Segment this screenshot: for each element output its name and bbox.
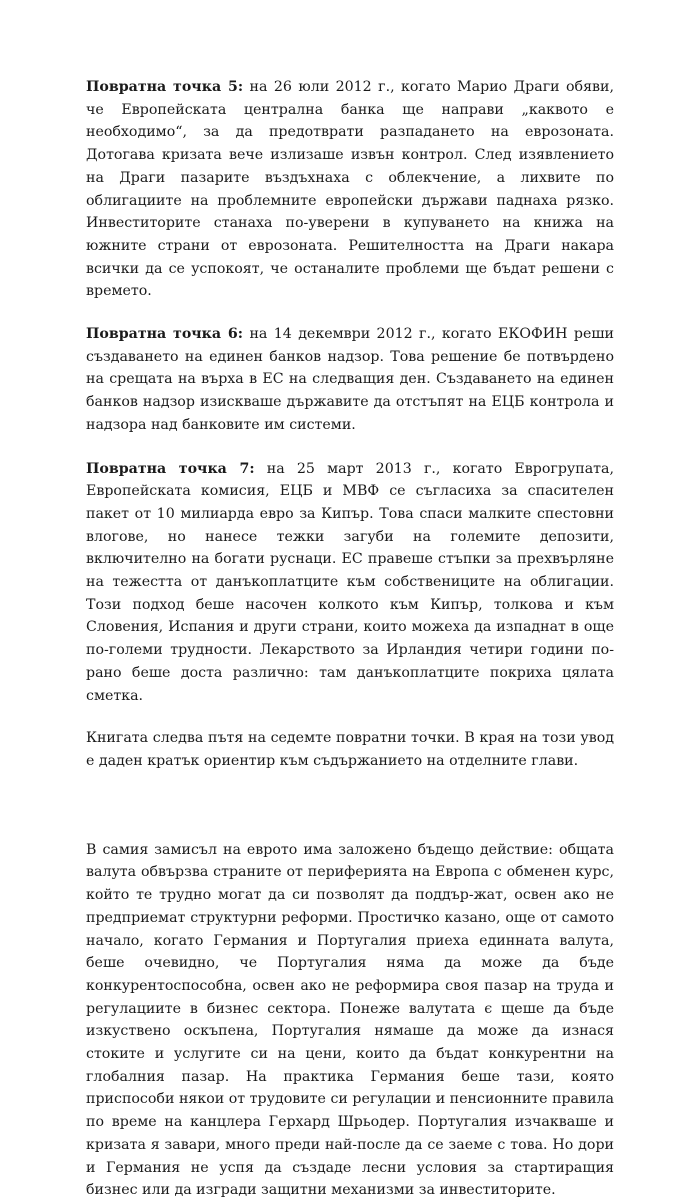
paragraph-euro-design	[86, 839, 614, 1202]
paragraph-text: В самия замисъл на еврото има заложено бъдещо действие: общата валута обвързва страните от периферията на Европа с обменен курс, който те трудно могат да си позволят да поддър-жат, освен ако не предприемат структурни реформи. Простичко казано, още от самото начало, когато Германия и Португалия приеха единната валута, беше очевидно, че Португалия няма да може да бъде конкурентоспособна, освен ако не реформира своя пазар на труда и регулациите в бизнес сектора. Понеже валутата є щеше да бъде изкуствено оскъпена, Португалия нямаше да може да изнася стоките и услугите си на цени, които да бъдат конкурентни на глобалния пазар. На практика Германия беше тази, която приспособи някои от трудовите си регулации и пенсионните правила по време на канцлера Герхард Шрьодер. Португалия изчакваше и кризата я завари, много преди най-после да се заеме с това. Но дори и Германия не успя да създаде лесни условия за стартиращия бизнес или да изгради защитни механизми за инвеститорите.	[86, 841, 614, 1199]
paragraph-heading: Повратна точка 5:	[86, 79, 244, 95]
document-page	[86, 76, 614, 1202]
paragraph-book-outline	[86, 727, 614, 772]
paragraph-text: на 26 юли 2012 г., когато Марио Драги обяви, че Европейската централна банка ще направи „каквото е необходимо“, за да предотврати разпадането на еврозоната. Дотогава кризата вече излизаше извън контрол. След изявлението на Драги пазарите въздъхнаха с облекчение, а лихвите по облигациите на проблемните европейски държави паднаха рязко. Инвеститорите станаха по-уверени в купуването на книжа на южните страни от еврозоната. Решителността на Драги накара всички да се успокоят, че останалите проблеми ще бъдат решени с времето.	[86, 79, 614, 300]
paragraph-heading: Повратна точка 6:	[86, 326, 244, 343]
paragraph-text: на 14 декември 2012 г., когато ЕКОФИН реши създаването на единен банков надзор. Това решение бе потвърдено на срещата на върха в ЕС на следващия ден. Създаването на единен банков надзор изискваше държавите да отстъпят на ЕЦБ контрола и надзора над банковите им системи.	[86, 326, 614, 433]
paragraph-turning-point-7	[86, 458, 614, 708]
paragraph-text: на 25 март 2013 г., когато Еврогрупата, Европейската комисия, ЕЦБ и МВФ се съгласиха за спасителен пакет от 10 милиарда евро за Кипър. Това спаси малките спестовни влогове, но нанесе тежки загуби на големите депозити, включително на богати руснаци. ЕС правеше стъпки за прехвърляне на тежестта от данъкоплатците към собствениците на облигации. Този подход беше насочен колкото към Кипър, толкова и към Словения, Испания и други страни, които можеха да изпаднат в още по-големи трудности. Лекарството за Ирландия четири години по-рано беше доста различно: там данъкоплатците покриха цялата сметка.	[86, 460, 614, 704]
paragraph-heading: Повратна точка 7:	[86, 460, 255, 477]
paragraph-text: Книгата следва пътя на седемте повратни точки. В края на този увод е даден кратък ориентир към съдържанието на отделните глави.	[86, 730, 614, 769]
paragraph-turning-point-5	[86, 76, 614, 303]
paragraph-turning-point-6	[86, 323, 614, 437]
